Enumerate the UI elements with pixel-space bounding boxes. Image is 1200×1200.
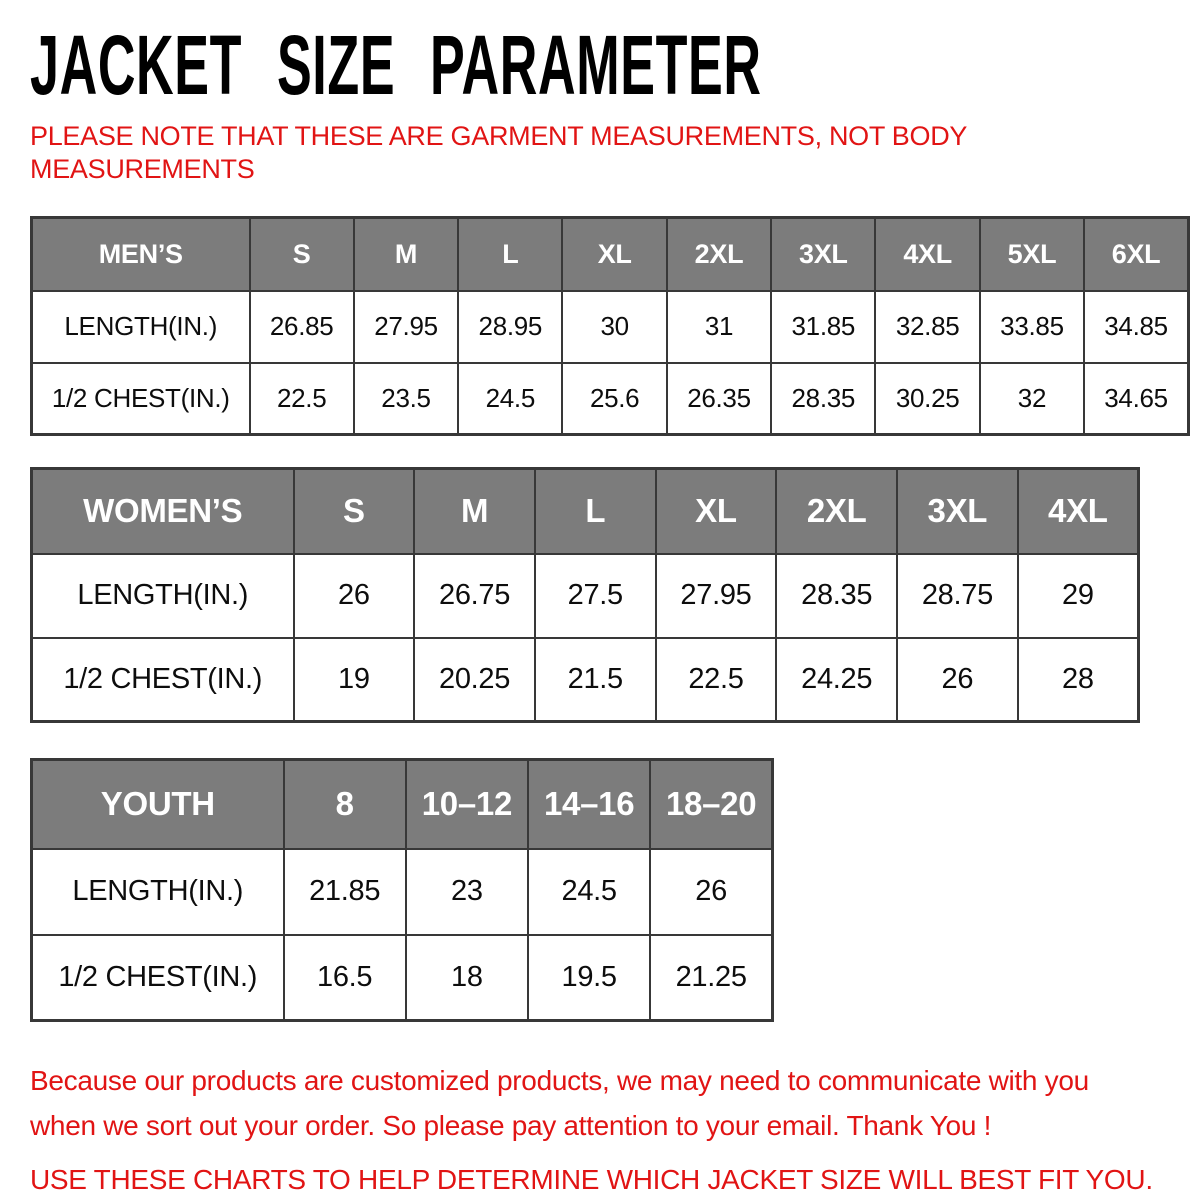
measurement-cell: 34.65 bbox=[1084, 363, 1188, 435]
row-label: LENGTH(IN.) bbox=[32, 554, 294, 638]
mens-size-column-header: 5XL bbox=[980, 218, 1084, 291]
measurement-cell: 31.85 bbox=[771, 291, 875, 363]
measurement-cell: 32.85 bbox=[875, 291, 979, 363]
measurement-cell: 26 bbox=[650, 849, 772, 935]
measurement-cell: 28.95 bbox=[458, 291, 562, 363]
measurement-cell: 21.85 bbox=[284, 849, 406, 935]
measurement-cell: 19.5 bbox=[528, 935, 650, 1021]
note-line-2: MEASUREMENTS bbox=[30, 154, 255, 184]
mens-size-column-header: 3XL bbox=[771, 218, 875, 291]
row-label: LENGTH(IN.) bbox=[32, 291, 250, 363]
mens-size-table bbox=[30, 216, 1190, 436]
row-label: 1/2 CHEST(IN.) bbox=[32, 935, 284, 1021]
measurement-cell: 22.5 bbox=[656, 638, 777, 722]
communication-note-line-2: when we sort out your order. So please pay attention to your email. Thank You ! bbox=[30, 1110, 992, 1141]
measurement-cell: 34.85 bbox=[1084, 291, 1188, 363]
measurement-cell: 21.5 bbox=[535, 638, 656, 722]
womens-size-column-header: 4XL bbox=[1018, 469, 1139, 554]
fit-advice-text: USE THESE CHARTS TO HELP DETERMINE WHICH JACKET SIZE WILL BEST FIT YOU. bbox=[30, 1164, 1153, 1195]
youth-size-table bbox=[30, 758, 774, 1022]
womens-size-column-header: S bbox=[294, 469, 415, 554]
measurement-cell: 24.5 bbox=[528, 849, 650, 935]
measurement-cell: 20.25 bbox=[414, 638, 535, 722]
note-line-1: PLEASE NOTE THAT THESE ARE GARMENT MEASUREMENTS, NOT BODY bbox=[30, 121, 968, 151]
mens-size-column-header: 2XL bbox=[667, 218, 771, 291]
mens-size-column-header: 4XL bbox=[875, 218, 979, 291]
mens-size-column-header: XL bbox=[562, 218, 666, 291]
youth-header-row bbox=[32, 760, 773, 849]
youth-size-table-container bbox=[30, 758, 1170, 1022]
measurement-cell: 18 bbox=[406, 935, 528, 1021]
measurement-cell: 30.25 bbox=[875, 363, 979, 435]
page-title-text: JACKET SIZE PARAMETER bbox=[30, 18, 762, 112]
womens-size-table-container bbox=[30, 467, 1170, 723]
womens-size-column-header: 2XL bbox=[776, 469, 897, 554]
page-title bbox=[30, 18, 1170, 112]
womens-size-column-header: M bbox=[414, 469, 535, 554]
womens-size-column-header: L bbox=[535, 469, 656, 554]
measurement-cell: 28.75 bbox=[897, 554, 1018, 638]
mens-header-row bbox=[32, 218, 1189, 291]
table-row bbox=[32, 849, 773, 935]
table-row bbox=[32, 935, 773, 1021]
youth-size-column-header: 10–12 bbox=[406, 760, 528, 849]
youth-size-column-header: 8 bbox=[284, 760, 406, 849]
measurement-cell: 24.25 bbox=[776, 638, 897, 722]
measurement-cell: 26.85 bbox=[250, 291, 354, 363]
measurement-cell: 26.75 bbox=[414, 554, 535, 638]
measurement-cell: 16.5 bbox=[284, 935, 406, 1021]
row-label: 1/2 CHEST(IN.) bbox=[32, 638, 294, 722]
measurement-cell: 19 bbox=[294, 638, 415, 722]
measurement-cell: 22.5 bbox=[250, 363, 354, 435]
measurement-cell: 30 bbox=[562, 291, 666, 363]
measurement-cell: 26.35 bbox=[667, 363, 771, 435]
table-row bbox=[32, 554, 1139, 638]
womens-group-label: WOMEN’S bbox=[32, 469, 294, 554]
measurement-cell: 28 bbox=[1018, 638, 1139, 722]
measurement-cell: 27.95 bbox=[354, 291, 458, 363]
measurement-cell: 25.6 bbox=[562, 363, 666, 435]
mens-size-column-header: 6XL bbox=[1084, 218, 1188, 291]
youth-size-column-header: 14–16 bbox=[528, 760, 650, 849]
youth-size-column-header: 18–20 bbox=[650, 760, 772, 849]
communication-note-line-1: Because our products are customized products, we may need to communicate with you bbox=[30, 1065, 1089, 1096]
garment-measurement-note bbox=[30, 120, 1170, 186]
measurement-cell: 21.25 bbox=[650, 935, 772, 1021]
measurement-cell: 26 bbox=[897, 638, 1018, 722]
womens-size-column-header: XL bbox=[656, 469, 777, 554]
mens-group-label: MEN’S bbox=[32, 218, 250, 291]
measurement-cell: 27.5 bbox=[535, 554, 656, 638]
measurement-cell: 23.5 bbox=[354, 363, 458, 435]
womens-size-column-header: 3XL bbox=[897, 469, 1018, 554]
measurement-cell: 23 bbox=[406, 849, 528, 935]
measurement-cell: 26 bbox=[294, 554, 415, 638]
mens-size-column-header: S bbox=[250, 218, 354, 291]
table-row bbox=[32, 291, 1189, 363]
womens-header-row bbox=[32, 469, 1139, 554]
table-row bbox=[32, 638, 1139, 722]
measurement-cell: 27.95 bbox=[656, 554, 777, 638]
mens-size-table-container bbox=[30, 216, 1170, 436]
measurement-cell: 28.35 bbox=[776, 554, 897, 638]
measurement-cell: 28.35 bbox=[771, 363, 875, 435]
mens-size-column-header: L bbox=[458, 218, 562, 291]
youth-group-label: YOUTH bbox=[32, 760, 284, 849]
measurement-cell: 29 bbox=[1018, 554, 1139, 638]
row-label: 1/2 CHEST(IN.) bbox=[32, 363, 250, 435]
row-label: LENGTH(IN.) bbox=[32, 849, 284, 935]
womens-size-table bbox=[30, 467, 1140, 723]
measurement-cell: 24.5 bbox=[458, 363, 562, 435]
mens-size-column-header: M bbox=[354, 218, 458, 291]
measurement-cell: 31 bbox=[667, 291, 771, 363]
measurement-cell: 32 bbox=[980, 363, 1084, 435]
customization-communication-note bbox=[30, 1058, 1170, 1148]
measurement-cell: 33.85 bbox=[980, 291, 1084, 363]
table-row bbox=[32, 363, 1189, 435]
